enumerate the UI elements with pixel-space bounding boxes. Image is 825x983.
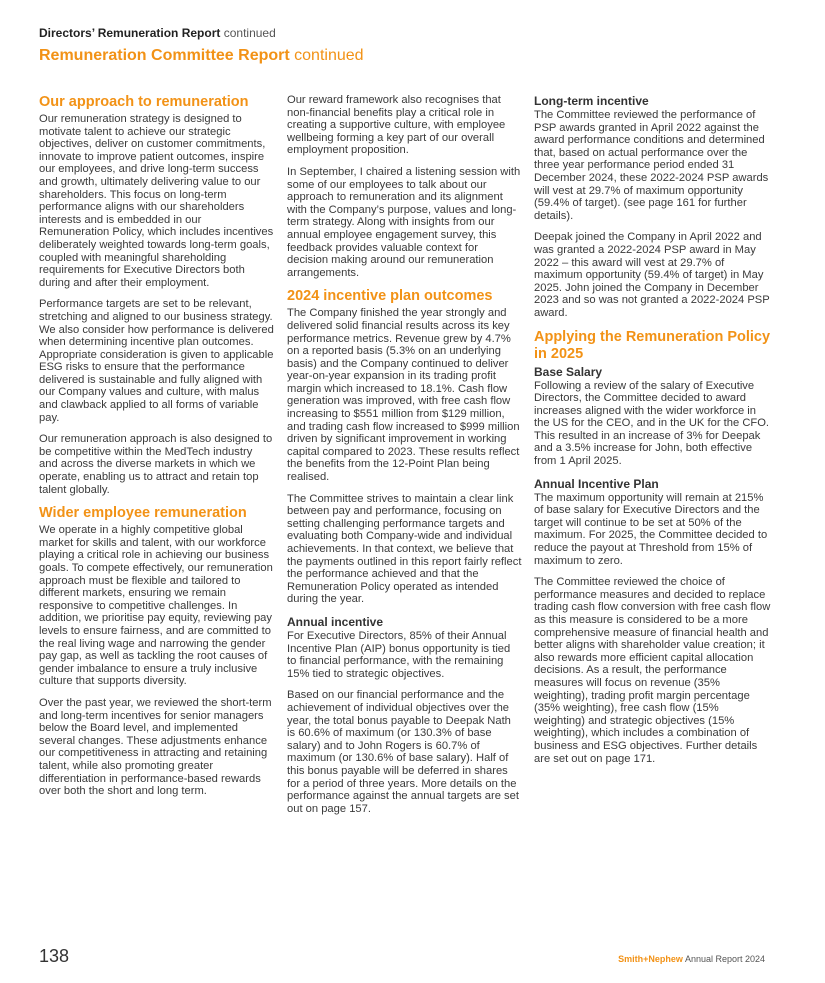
subheading-annual-incentive-plan: Annual Incentive Plan xyxy=(534,476,659,491)
paragraph: For Executive Directors, 85% of their Annual Incentive Plan (AIP) bonus opportunity is tied to financial performance, with the remaining 15% tied to strategic objectives. xyxy=(287,629,511,680)
subheading-base-salary: Base Salary xyxy=(534,364,603,379)
paragraph: Based on our financial performance and the achievement of individual objectives over the year, the total bonus payable to Deepak Nath is 60.6% of maximum (or 130.3% of base salary) and to John Rogers is 60.7% of maximum (or 130.6% of base salary). Half of this bonus payable will be deferred in shares for a period of three years. More details on the performance against the annual targets are set out on page 157. xyxy=(287,689,519,815)
paragraph: Our reward framework also recognises that non-financial benefits play a critical role in creating a supportive culture, with employee wellbeing forming a key part of our overall employment proposition. xyxy=(287,94,506,157)
brand-name: Smith+Nephew xyxy=(618,954,683,964)
subheading-long-term-incentive: Long-term incentive xyxy=(534,94,649,108)
footer-brand xyxy=(618,954,765,964)
paragraph: Our remuneration approach is also designed to be competitive within the MedTech industry and across the diverse markets in which we operate, enabling us to attract and retain top talent globally. xyxy=(39,433,273,496)
column-middle xyxy=(287,94,522,824)
paragraph: The maximum opportunity will remain at 215% of base salary for Executive Directors and the target will continue to be set at 50% of the maximum. For 2025, the Committee decided to reduce the payout at Threshold from 15% of maximum to zero. xyxy=(534,491,768,567)
breadcrumb-title: Directors’ Remuneration Report xyxy=(39,26,221,40)
page-title xyxy=(39,46,364,66)
column-right xyxy=(534,94,772,774)
paragraph: Over the past year, we reviewed the short-term and long-term incentives for senior managers below the Board level, and implemented several changes. These adjustments enhance our competitiveness in attracting and retaining talent, while also promoting greater differentiation in performance-based rewards over both the short and long term. xyxy=(39,696,272,798)
paragraph: Deepak joined the Company in April 2022 and was granted a 2022-2024 PSP award in May 2022 – this award will vest at 29.7% of maximum opportunity (59.4% of target) in May 2025. John joined the Company in December 2023 and so was not granted a 2022-2024 PSP award. xyxy=(534,231,770,319)
report-name: Annual Report 2024 xyxy=(684,954,765,964)
heading-wider-employee: Wider employee remuneration xyxy=(39,505,247,522)
column-left xyxy=(39,94,274,807)
page-number: 138 xyxy=(39,946,70,966)
page-title-main: Remuneration Committee Report xyxy=(39,47,290,64)
subheading-annual-incentive: Annual incentive xyxy=(287,614,384,629)
breadcrumb-continued: continued xyxy=(223,26,276,40)
paragraph: Following a review of the salary of Executive Directors, the Committee decided to award increases aligned with the wider workforce in the US for the CEO, and in the UK for the CFO. This resulted in an increase of 3% for Deepak and a 3.5% increase for John, both effective from 1 April 2025. xyxy=(534,379,770,468)
paragraph: The Company finished the year strongly and delivered solid financial results across its key performance metrics. Revenue grew by 4.7% on a reported basis (5.3% on an underlying basis) and the Company continued to deliver year-on-year expansion in its trading profit margin which increased to 18.1%. Cash flow generation was improved, with free cash flow increasing to $551 million from $129 million, and trading cash flow increased to $999 million driven by significant improvement in working capital compared to 2023. These results reflect the benefits from the 12-Point Plan being realised. xyxy=(287,307,520,484)
heading-applying-policy: Applying the Remuneration Policy in 2025 xyxy=(534,328,771,362)
paragraph: The Committee reviewed the performance of PSP awards granted in April 2022 against the award performance conditions and determined that, based on actual performance over the three year performance period ended 31 December 2024, these 2022-2024 PSP awards will vest at 29.7% of maximum opportunity (59.4% of target). (see page 161 for further details). xyxy=(534,109,769,222)
paragraph: Our remuneration strategy is designed to motivate talent to achieve our strategic objectives, deliver on customer commitments, innovate to improve patient outcomes, inspire our employees, and drive long-term success and growth, ultimately delivering value to our shareholders. This focus on long-term performance aligns with our shareholders interests and is embedded in our Remuneration Policy, which includes incentives deliberately weighted towards long-term goals, coupled with meaningful shareholding requirements for Executive Directors both during and after their employment. xyxy=(39,113,274,289)
section-breadcrumb xyxy=(39,26,364,41)
paragraph: In September, I chaired a listening session with some of our employees to talk about our approach to remuneration and its alignment with the Company’s purpose, values and long-term strategy. Along with insights from our annual employee engagement survey, this feedback provides valuable context for decision making around our remuneration arrangements. xyxy=(287,165,521,279)
page-header xyxy=(39,26,364,66)
paragraph: The Committee reviewed the choice of performance measures and decided to replace trading cash flow conversion with free cash flow as this measure is considered to be a more comprehensive measure of financial health and better aligns with shareholder value creation; it also rewards more efficient capital allocation decisions. As a result, the performance measures will focus on revenue (35% weighting), trading profit margin percentage (35% weighting), free cash flow (15% weighting) and strategic objectives (15% weighting), which includes a combination of business and ESG objectives. Further details are set out on page 171. xyxy=(534,576,771,765)
page-title-continued: continued xyxy=(294,47,364,64)
heading-approach: Our approach to remuneration xyxy=(39,94,249,110)
paragraph: We operate in a highly competitive global market for skills and talent, with our workforce playing a critical role in achieving our business goals. To compete effectively, our remuneration approach must be flexible and tailored to different markets, ensuring we remain responsive to competitive challenges. In addition, we prioritise pay equity, reviewing pay levels to ensure fairness, and are committed to the real living wage and narrowing the gender pay gap, as well as tackling the root causes of gender imbalance to ensure a truly inclusive culture that supports diversity. xyxy=(39,524,273,688)
heading-incentive-outcomes: 2024 incentive plan outcomes xyxy=(287,288,493,305)
paragraph: The Committee strives to maintain a clear link between pay and performance, focusing on setting challenging performance targets and evaluating both Company-wide and individual achievements. In that context, we believe that the payments outlined in this report fairly reflect the performance achieved and that the Remuneration Policy operated as intended during the year. xyxy=(287,492,522,606)
paragraph: Performance targets are set to be relevant, stretching and aligned to our business strategy. We also consider how performance is delivered when determining incentive plan outcomes. Appropriate consideration is given to applicable ESG risks to ensure that the performance delivered is sustainable and fully aligned with our Company values and culture, with malus and clawback applied to all forms of variable pay. xyxy=(39,298,274,424)
